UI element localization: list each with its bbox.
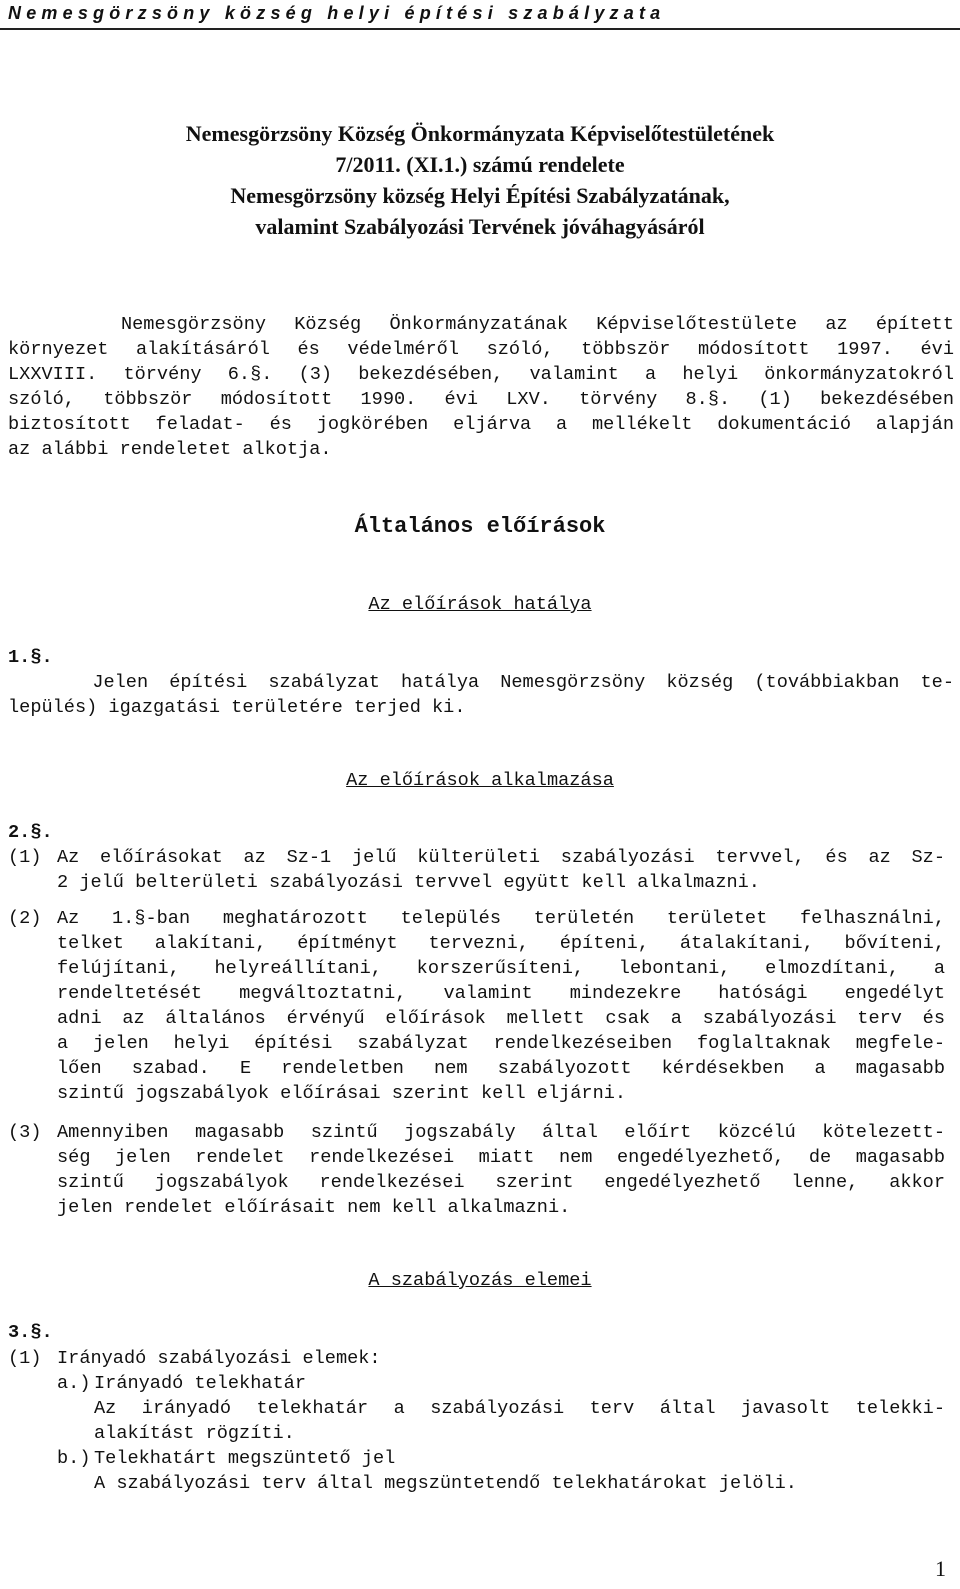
paragraph-line: ség jelen rendelet rendelkezései miatt nem engedélyezhető, de magasabb — [57, 1147, 945, 1168]
preamble-line: LXXVIII. törvény 6.§. (3) bekezdésében, valamint a helyi önkormányzatokról — [8, 364, 954, 385]
preamble-line: szóló, többször módosított 1990. évi LXV. törvény 8.§. (1) bekezdésében — [8, 389, 954, 410]
paragraph-line: felújítani, helyreállítani, korszerűsíteni, lebontani, elmozdítani, a — [57, 958, 945, 979]
title-line: 7/2011. (XI.1.) számú rendelete — [335, 152, 625, 177]
preamble — [8, 312, 954, 462]
elements-heading: A szabályozás elemei — [368, 1270, 592, 1291]
scope-line: Jelen építési szabályzat hatálya Nemesgörzsöny község (továbbiakban te- — [8, 672, 954, 693]
paragraph-text: Irányadó szabályozási elemek: — [57, 1348, 381, 1369]
paragraph-line: Amennyiben magasabb szintű jogszabály által előírt közcélú kötelezett- — [57, 1122, 945, 1143]
item-description — [94, 1471, 945, 1496]
item-line: alakítást rögzíti. — [94, 1423, 295, 1444]
item-label: a.) — [57, 1373, 91, 1394]
title-line: valamint Szabályozási Tervének jóváhagyásáról — [255, 214, 705, 239]
paragraph-line: 2 jelű belterületi szabályozási tervvel együtt kell alkalmazni. — [57, 872, 760, 893]
preamble-line: biztosított feladat- és jogkörében eljárva a mellékelt dokumentáció alapján — [8, 414, 954, 435]
item-label: b.) — [57, 1448, 91, 1469]
paragraph-line: telket alakítani, építményt tervezni, építeni, átalakítani, bővíteni, — [57, 933, 945, 954]
item-line: A szabályozási terv által megszüntetendő telekhatárokat jelöli. — [94, 1473, 797, 1494]
title-line: Nemesgörzsöny község Helyi Építési Szabályzatának, — [230, 183, 730, 208]
paragraph-line: Az 1.§-ban meghatározott település területén területet felhasználni, — [57, 908, 945, 929]
paragraph-line: szintű jogszabályok rendelkezései szerint engedélyezhető lenne, akkor — [57, 1172, 945, 1193]
scope-heading: Az előírások hatálya — [368, 594, 592, 615]
paragraph-line: a jelen helyi építési szabályzat rendelkezéseiben foglaltaknak megfele- — [57, 1033, 945, 1054]
paragraph-label: (1) — [8, 847, 42, 868]
paragraph-3 — [57, 1120, 945, 1220]
paragraph-label: (1) — [8, 1348, 42, 1369]
page-number: 1 — [935, 1556, 946, 1581]
paragraph-line: lően szabad. E rendeletben nem szabályozott kérdésekben a magasabb — [57, 1058, 945, 1079]
paragraph-1 — [57, 845, 945, 895]
item-line: Az irányadó telekhatár a szabályozási terv által javasolt telekki- — [94, 1398, 945, 1419]
paragraph-line: Az előírásokat az Sz-1 jelű külterületi szabályozási tervvel, és az Sz- — [57, 847, 945, 868]
general-heading: Általános előírások — [354, 514, 606, 539]
preamble-line: Nemesgörzsöny Község Önkormányzatának Képviselőtestülete az épített — [8, 314, 954, 335]
section-number: 1.§. — [8, 647, 53, 668]
paragraph-label: (2) — [8, 908, 42, 929]
paragraph-line: rendeltetését megváltoztatni, valamint mindezekre hatósági engedélyt — [57, 983, 945, 1004]
paragraph-line: szintű jogszabályok előírásai szerint kell eljárni. — [57, 1083, 627, 1104]
paragraph-2 — [57, 906, 945, 1106]
scope-paragraph — [8, 670, 954, 720]
paragraph-line: jelen rendelet előírásait nem kell alkalmazni. — [57, 1197, 571, 1218]
application-heading: Az előírások alkalmazása — [346, 770, 614, 791]
scope-line: lepülés) igazgatási területére terjed ki. — [8, 697, 466, 718]
preamble-line: környezet alakításáról és védelméről szóló, többször módosított 1997. évi — [8, 339, 954, 360]
title-line: Nemesgörzsöny Község Önkormányzata Képviselőtestületének — [185, 121, 775, 146]
preamble-line: az alábbi rendeletet alkotja. — [8, 439, 332, 460]
paragraph-line: adni az általános érvényű előírások mellett csak a szabályozási terv és — [57, 1008, 945, 1029]
section-number: 3.§. — [8, 1322, 53, 1343]
paragraph-label: (3) — [8, 1122, 42, 1143]
item-title: Irányadó telekhatár — [94, 1373, 307, 1394]
section-number: 2.§. — [8, 822, 53, 843]
item-title: Telekhatárt megszüntető jel — [94, 1448, 396, 1469]
document-title — [0, 118, 960, 242]
running-header: Nemesgörzsöny község helyi építési szabályzata — [0, 0, 960, 30]
item-description — [94, 1396, 945, 1446]
